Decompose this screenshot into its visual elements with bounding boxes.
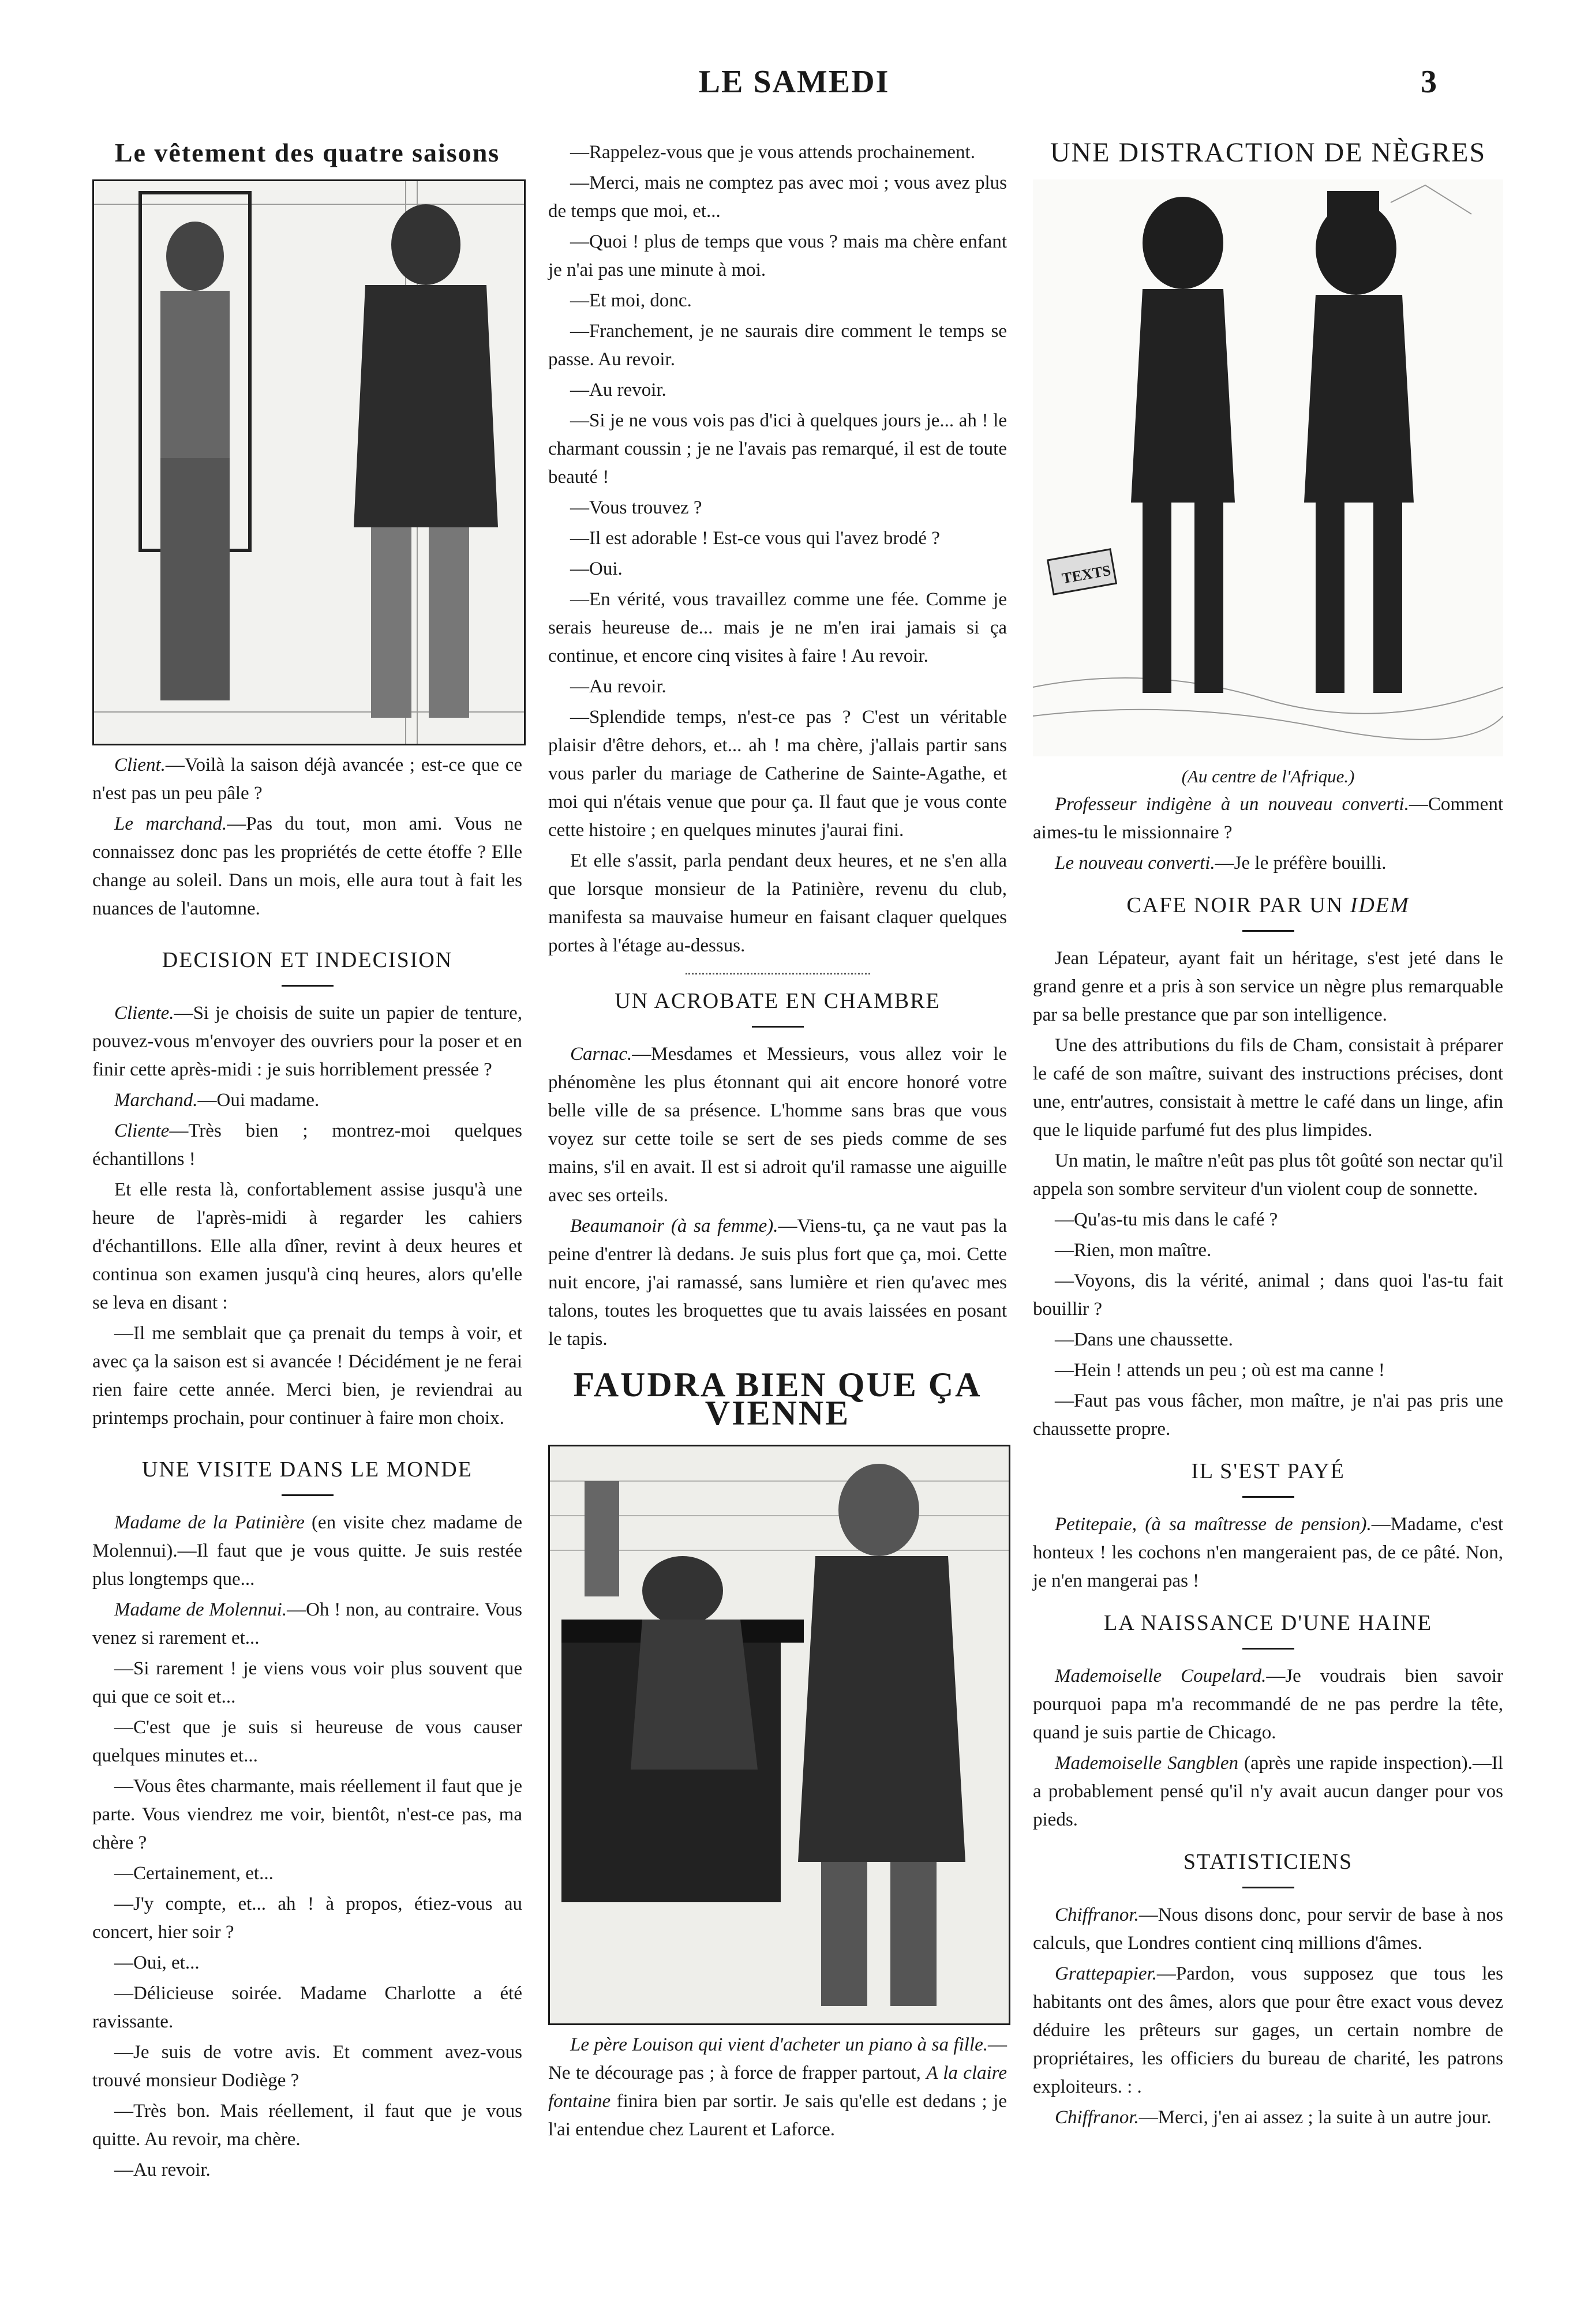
- decision-p4: Et elle resta là, confortablement assise jusqu'à une heure de l'après-midi à regarder les cahiers d'échantillons. Elle alla dîner, revint à deux heures et continua son examen jusqu'à cinq heures, alors qu'elle se leva en disant :: [92, 1179, 522, 1313]
- texts-sign-label: TEXTS: [1061, 561, 1113, 587]
- haine-p1: [1033, 1662, 1503, 1747]
- page-number: 3: [1421, 64, 1437, 100]
- speaker: Petitepaie, (à sa maîtresse de pension).: [1055, 1514, 1372, 1535]
- column-left: [92, 138, 522, 2187]
- visite-p4: —C'est que je suis si heureuse de vous causer quelques minutes et...: [92, 1717, 522, 1766]
- text: (après une rapide inspection).—Il a probablement pensé qu'il n'y avait aucun danger pour vos pieds.: [1033, 1753, 1503, 1830]
- visite-p2: [92, 1596, 522, 1652]
- caption-text: —Ne te décourage pas ; à force de frapper partout,: [548, 2034, 1007, 2083]
- stats-title: STATISTICIENS: [1183, 1850, 1353, 1874]
- vetement-p2: [92, 810, 522, 923]
- text: —Si je choisis de suite un papier de tenture, pouvez-vous m'envoyer des ouvriers pour la poser et en finir cette après-midi : je suis horriblement pressée ?: [92, 1003, 522, 1080]
- text: —Je voudrais bien savoir pourquoi papa m'a recommandé de ne pas perdre la tête, quand je suis partie de Chicago.: [1033, 1666, 1503, 1743]
- dialogue-line: —Oui.: [570, 558, 623, 579]
- speaker: Madame de Molennui.: [114, 1599, 287, 1620]
- visite-p7: —J'y compte, et... ah ! à propos, étiez-vous au concert, hier soir ?: [92, 1894, 522, 1943]
- visite-p3: —Si rarement ! je viens vous voir plus souvent que qui que ce soit et...: [92, 1658, 522, 1707]
- distraction-p1: [1033, 790, 1503, 847]
- speaker: Chiffranor.: [1055, 1905, 1139, 1925]
- speaker: Marchand.: [114, 1090, 198, 1111]
- text: (en visite chez madame de Molennui).—Il faut que je vous quitte. Je suis restée plus longtemps que...: [92, 1512, 523, 1590]
- dialogue-line: —Si je ne vous vois pas d'ici à quelques jours je... ah ! le charmant coussin ; je ne l'avais pas remarqué, il est de toute beauté !: [548, 410, 1007, 488]
- text: —Très bien ; montrez-moi quelques échantillons !: [92, 1120, 522, 1170]
- speaker: Carnac.: [570, 1044, 632, 1064]
- dotted-divider: [686, 973, 870, 974]
- text: —Mesdames et Messieurs, vous allez voir le phénomène les plus étonnant qui ait encore honoré votre belle ville de sa présence. L'homme sans bras que vous voyez sur cette toile se sert de ses pieds comme de ses mains, s'il en avait. Il est si adroit qu'il ramasse une aiguille avec ses orteils.: [548, 1044, 1007, 1206]
- speaker: Le marchand.: [114, 814, 227, 834]
- text: —Voilà la saison déjà avancée ; est-ce que ce n'est pas un peu pâle ?: [92, 755, 522, 804]
- speaker: Client.: [114, 755, 166, 775]
- page-header: [0, 64, 1588, 120]
- visite-p6: —Certainement, et...: [114, 1863, 274, 1884]
- paye-title: IL S'EST PAYÉ: [1191, 1459, 1345, 1483]
- speaker: Professeur indigène à un nouveau converti.: [1055, 794, 1409, 815]
- speaker: Beaumanoir (à sa femme).: [570, 1216, 778, 1236]
- speaker: Chiffranor.: [1055, 2107, 1139, 2128]
- speaker: Mademoiselle Coupelard.: [1055, 1666, 1267, 1686]
- dialogue-line: —Rappelez-vous que je vous attends prochainement.: [570, 142, 975, 163]
- dialogue-line: —Au revoir.: [570, 380, 666, 400]
- acrobate-p1: [548, 1040, 1007, 1210]
- decision-title: DECISION ET INDECISION: [162, 948, 453, 972]
- caption-italic-song: A la claire fontaine: [548, 2063, 1007, 2112]
- dialogue-line: —Splendide temps, n'est-ce pas ? C'est un véritable plaisir d'être dehors, et... ah ! ma chère, j'allais partir sans vous parler du mariage de Catherine de Sainte-Agathe, et moi qui n'étais venue que pour ça. Il faut que je vous conte cette histoire ; en quelques minutes j'aurai fini.: [548, 707, 1007, 841]
- divider: [282, 985, 334, 987]
- visite-p1: [92, 1509, 522, 1594]
- cafe-p8: —Hein ! attends un peu ; où est ma canne !: [1055, 1360, 1385, 1381]
- piano-illustration: [548, 1445, 1010, 2025]
- haine-title: LA NAISSANCE D'UNE HAINE: [1104, 1611, 1432, 1635]
- text: —Oh ! non, au contraire. Vous venez si rarement et...: [92, 1599, 522, 1648]
- dialogue-line: —Franchement, je ne saurais dire comment le temps se passe. Au revoir.: [548, 321, 1007, 370]
- distraction-place-caption: (Au centre de l'Afrique.): [1181, 766, 1355, 786]
- distraction-p2: [1033, 849, 1503, 878]
- speaker: Cliente: [114, 1120, 170, 1141]
- distraction-title: UNE DISTRACTION DE NÈGRES: [1050, 137, 1486, 168]
- dialogue-line: —Merci, mais ne comptez pas avec moi ; vous avez plus de temps que moi, et...: [548, 173, 1007, 222]
- cafe-p1: Jean Lépateur, ayant fait un héritage, s'est jeté dans le grand genre et a pris à son service un nègre plus remarquable par sa belle prestance que par son intelligence.: [1033, 948, 1503, 1025]
- caption-italic: Le père Louison qui vient d'acheter un piano à sa fille.: [570, 2034, 988, 2055]
- cafe-p3: Un matin, le maître n'eût pas plus tôt goûté son nectar qu'il appela son sombre serviteur d'un violent coup de sonnette.: [1033, 1150, 1503, 1200]
- vetement-title: Le vêtement des quatre saisons: [114, 138, 500, 167]
- visite-p11: —Très bon. Mais réellement, il faut que je vous quitte. Au revoir, ma chère.: [92, 2101, 522, 2150]
- cafe-title-italic: IDEM: [1350, 893, 1410, 917]
- faudra-caption: [548, 2031, 1007, 2144]
- text: —Madame, c'est honteux ! les cochons n'en mangeraient pas, de ce pâté. Non, je n'en mangerai pas !: [1033, 1514, 1503, 1591]
- cafe-p5: —Rien, mon maître.: [1055, 1240, 1212, 1261]
- dialogue-line: —Au revoir.: [570, 676, 666, 697]
- cafe-p6: —Voyons, dis la vérité, animal ; dans quoi l'as-tu fait bouillir ?: [1033, 1270, 1503, 1320]
- column-middle: [548, 138, 1007, 2146]
- speaker: Cliente.: [114, 1003, 174, 1024]
- visite-p8: —Oui, et...: [114, 1952, 200, 1973]
- decision-p2: [92, 1086, 522, 1115]
- acrobate-p2: [548, 1212, 1007, 1354]
- text: —Pas du tout, mon ami. Vous ne connaissez donc pas les propriétés de cette étoffe ? Elle change au soleil. Dans un mois, elle aura tout à fait les nuances de l'automne.: [92, 814, 522, 919]
- dialogue-line: —En vérité, vous travaillez comme une fée. Comme je serais heureuse de... mais je ne m'en irai jamais si ça continue, et encore cinq visites à faire ! Au revoir.: [548, 589, 1007, 666]
- visite-p5: —Vous êtes charmante, mais réellement il faut que je parte. Vous viendrez me voir, bientôt, n'est-ce pas, ma chère ?: [92, 1776, 522, 1853]
- faudra-title: FAUDRA BIEN QUE ÇA VIENNE: [573, 1366, 982, 1432]
- text: —Nous disons donc, pour servir de base à nos calculs, que Londres contient cinq millions d'âmes.: [1033, 1905, 1503, 1954]
- tailor-shop-engraving: [94, 181, 524, 744]
- column-right: [1033, 138, 1503, 2134]
- speaker: Le nouveau converti.: [1055, 853, 1215, 874]
- stats-p1: [1033, 1901, 1503, 1958]
- vetement-illustration: [92, 179, 526, 745]
- caption-text-end: finira bien par sortir. Je sais qu'elle est dedans ; je l'ai entendue chez Laurent et Laforce.: [548, 2091, 1007, 2140]
- dialogue-line: —Vous trouvez ?: [570, 497, 702, 518]
- speaker: Grattepapier.: [1055, 1963, 1157, 1984]
- divider: [282, 1494, 334, 1496]
- cafe-title-plain: CAFE NOIR PAR UN: [1126, 893, 1350, 917]
- cafe-p9: —Faut pas vous fâcher, mon maître, je n'ai pas pris une chaussette propre.: [1033, 1390, 1503, 1440]
- visite-p10: —Je suis de votre avis. Et comment avez-vous trouvé monsieur Dodiège ?: [92, 2042, 522, 2091]
- stats-p2: [1033, 1960, 1503, 2101]
- text: —Comment aimes-tu le missionnaire ?: [1033, 794, 1503, 843]
- distraction-illustration: [1033, 179, 1503, 756]
- text: —Viens-tu, ça ne vaut pas la peine d'entrer là dedans. Je suis plus fort que ça, moi. Cette nuit encore, j'ai ramassé, sans lumière et rien qu'avec mes talons, toutes les broquettes que tu avais laissées en posant le tapis.: [548, 1216, 1008, 1350]
- visite-title: UNE VISITE DANS LE MONDE: [142, 1457, 473, 1482]
- decision-p1: [92, 999, 522, 1084]
- divider: [752, 1026, 804, 1028]
- paye-p1: [1033, 1510, 1503, 1595]
- stats-p3: [1033, 2104, 1503, 2132]
- text: —Oui madame.: [197, 1090, 320, 1111]
- divider: [1242, 1648, 1294, 1650]
- dialogue-line: —Quoi ! plus de temps que vous ? mais ma chère enfant je n'ai pas une minute à moi.: [548, 231, 1007, 280]
- newspaper-title: LE SAMEDI: [698, 64, 890, 100]
- cafe-p4: —Qu'as-tu mis dans le café ?: [1055, 1209, 1278, 1230]
- cafe-p2: Une des attributions du fils de Cham, consistait à préparer le café de son maître, suivant des instructions précises, dont une, entr'autres, consistait à mettre le café dans un linge, afin que le liquide parfumé fut des plus limpides.: [1033, 1035, 1503, 1141]
- cafe-title: [1033, 891, 1503, 920]
- text: —Je le préfère bouilli.: [1215, 853, 1387, 874]
- divider: [1242, 1496, 1294, 1498]
- visite-p12: —Au revoir.: [114, 2160, 211, 2180]
- decision-p3: [92, 1117, 522, 1174]
- speaker: Mademoiselle Sangblen: [1055, 1753, 1238, 1774]
- two-figures-engraving: [1033, 179, 1503, 756]
- acrobate-title: UN ACROBATE EN CHAMBRE: [615, 989, 941, 1013]
- dialogue-line: —Il est adorable ! Est-ce vous qui l'avez brodé ?: [570, 528, 940, 549]
- divider: [1242, 930, 1294, 932]
- vetement-p1: [92, 751, 522, 808]
- divider: [1242, 1887, 1294, 1888]
- haine-p2: [1033, 1749, 1503, 1834]
- cafe-p7: —Dans une chaussette.: [1055, 1329, 1233, 1350]
- piano-scene-engraving: [550, 1446, 1009, 2023]
- text: —Merci, j'en ai assez ; la suite à un autre jour.: [1138, 2107, 1492, 2128]
- speaker: Madame de la Patinière: [114, 1512, 305, 1533]
- dialogue-line: —Et moi, donc.: [570, 290, 692, 311]
- text: —Pardon, vous supposez que tous les habitants ont des âmes, alors que pour être exact vous devez déduire les prêteurs sur gages, un certain nombre de propriétaires, les officiers du bureau de charité, les patrons exploiteurs. : .: [1033, 1963, 1503, 2097]
- decision-p5: —Il me semblait que ça prenait du temps à voir, et avec ça la saison est si avancée ! Décidément je ne ferai rien faire cette année. Merci bien, je reviendrai au printemps prochain, pour continuer à faire mon choix.: [92, 1323, 522, 1429]
- visite-p9: —Délicieuse soirée. Madame Charlotte a été ravissante.: [92, 1983, 522, 2032]
- dialogue-line: Et elle s'assit, parla pendant deux heures, et ne s'en alla que lorsque monsieur de la Patinière, revenu du club, manifesta sa mauvaise humeur en faisant claquer quelques portes à l'étage au-dessus.: [548, 850, 1007, 956]
